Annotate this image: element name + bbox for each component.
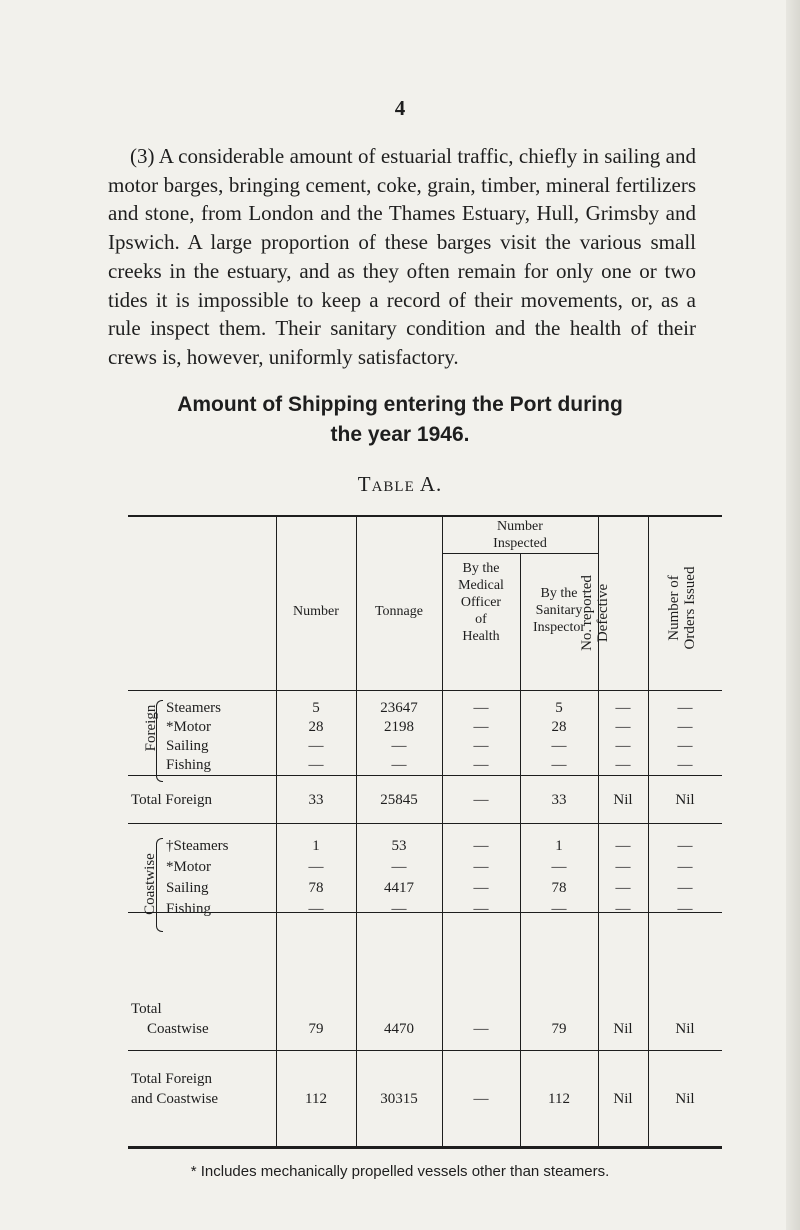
table-bottom-rule: [128, 1146, 722, 1149]
coastwise-row-defective: —: [615, 859, 631, 875]
header-tonnage: Tonnage: [374, 604, 423, 619]
total-foreign-label: Total Foreign: [131, 792, 213, 808]
total-all-defective: Nil: [613, 1091, 633, 1107]
table-label: Table A.: [357, 472, 443, 496]
header-orders-line-2: Orders Issued: [682, 566, 698, 650]
coastwise-row-medical: —: [473, 901, 489, 917]
foreign-row-sanitary: 5: [555, 700, 563, 716]
foreign-row-defective: —: [615, 757, 631, 773]
coastwise-row-type: Sailing: [166, 880, 209, 896]
foreign-row-sanitary: —: [551, 757, 567, 773]
total-coastwise-label-1: Total: [131, 1001, 162, 1017]
foreign-row-number: —: [308, 757, 324, 773]
foreign-row-type: Fishing: [166, 757, 212, 773]
total-foreign-medical: —: [473, 792, 489, 808]
coastwise-row-number: 1: [312, 838, 320, 854]
total-coastwise-label-2: Coastwise: [147, 1021, 209, 1037]
col-rule-6: [648, 517, 649, 1146]
coastwise-row-tonnage: —: [391, 859, 407, 875]
header-orders-line-1: Number of: [666, 575, 682, 641]
coastwise-row-sanitary: 78: [551, 880, 567, 896]
total-all-label-2: and Coastwise: [131, 1091, 219, 1107]
total-foreign-number: 33: [308, 792, 324, 808]
header-bottom-rule: [128, 690, 722, 691]
coastwise-row-number: —: [308, 859, 324, 875]
total-coastwise-defective: Nil: [613, 1021, 633, 1037]
coastwise-row-defective: —: [615, 901, 631, 917]
header-orders-issued: [666, 554, 702, 662]
foreign-row-tonnage: —: [391, 757, 407, 773]
foreign-row-sanitary: —: [551, 738, 567, 754]
foreign-row-orders: —: [677, 738, 693, 754]
total-foreign-rule: [128, 823, 722, 824]
foreign-group-label: Foreign: [143, 704, 159, 752]
coastwise-row-tonnage: 53: [391, 838, 407, 854]
coastwise-row-orders: —: [677, 880, 693, 896]
coastwise-row-type: †Steamers: [166, 838, 229, 854]
total-all-medical: —: [473, 1091, 489, 1107]
foreign-brace: [156, 700, 163, 782]
total-all-label-1: Total Foreign: [131, 1071, 213, 1087]
coastwise-row-number: —: [308, 901, 324, 917]
coastwise-row-sanitary: 1: [555, 838, 563, 854]
foreign-row-defective: —: [615, 719, 631, 735]
foreign-row-orders: —: [677, 700, 693, 716]
header-number: Number: [293, 604, 339, 619]
coastwise-row-type: *Motor: [166, 859, 211, 875]
foreign-row-number: —: [308, 738, 324, 754]
total-foreign-tonnage: 25845: [380, 792, 418, 808]
table-top-rule: [128, 515, 722, 517]
header-medical-line-5: Health: [462, 629, 500, 644]
foreign-row-number: 28: [308, 719, 324, 735]
total-all-tonnage: 30315: [380, 1091, 418, 1107]
foreign-row-orders: —: [677, 757, 693, 773]
footnote: * Includes mechanically propelled vessels other than steamers.: [190, 1163, 610, 1180]
foreign-row-medical: —: [473, 738, 489, 754]
coastwise-row-number: 78: [308, 880, 324, 896]
header-medical-line-2: Medical: [458, 578, 504, 593]
foreign-row-orders: —: [677, 719, 693, 735]
foreign-row-tonnage: 23647: [380, 700, 418, 716]
total-coastwise-tonnage: 4470: [384, 1021, 414, 1037]
foreign-row-type: Sailing: [166, 738, 209, 754]
total-coastwise-medical: —: [473, 1021, 489, 1037]
header-medical-line-3: Officer: [460, 595, 502, 610]
total-foreign-sanitary: 33: [551, 792, 567, 808]
coastwise-row-tonnage: —: [391, 901, 407, 917]
total-all-number: 112: [305, 1091, 327, 1107]
heading-line-1: Amount of Shipping entering the Port during: [177, 393, 623, 416]
header-inspected-group: [442, 518, 598, 552]
total-coastwise-rule: [128, 1050, 722, 1051]
total-all-orders: Nil: [675, 1091, 695, 1107]
header-reported-line-1: No. reported: [579, 575, 595, 651]
total-foreign-defective: Nil: [613, 792, 633, 808]
coastwise-brace: [156, 838, 163, 932]
total-coastwise-orders: Nil: [675, 1021, 695, 1037]
coastwise-row-medical: —: [473, 838, 489, 854]
foreign-row-tonnage: —: [391, 738, 407, 754]
foreign-row-medical: —: [473, 719, 489, 735]
header-sanitary-line-2: Sanitary: [535, 603, 583, 618]
coastwise-row-sanitary: —: [551, 901, 567, 917]
total-foreign-orders: Nil: [675, 792, 695, 808]
header-inspected-line-2: Inspected: [493, 536, 547, 551]
foreign-rule: [128, 775, 722, 776]
total-all-sanitary: 112: [548, 1091, 570, 1107]
coastwise-row-defective: —: [615, 880, 631, 896]
foreign-row-type: *Motor: [166, 719, 211, 735]
foreign-row-sanitary: 28: [551, 719, 567, 735]
total-coastwise-number: 79: [308, 1021, 324, 1037]
coastwise-row-sanitary: —: [551, 859, 567, 875]
foreign-row-medical: —: [473, 700, 489, 716]
heading-line-2: the year 1946.: [330, 423, 470, 446]
paragraph-text: A considerable amount of estuarial traffic, chiefly in sailing and motor barges, bringing cement, coke, grain, timber, mineral fertilizers and stone, from London and the Thames Estuary, Hull, Grimsby and Ipswich. A large proportion of these barges visit the various small creeks in the estuary, and as they often remain for only one or two tides it is impossible to keep a record of their movements, or, as a rule inspect them. Their sanitary condition and the health of their crews is, however, uniformly satisfactory.: [108, 144, 697, 369]
header-medical-line-1: By the: [462, 561, 500, 576]
header-medical-line-4: of: [475, 612, 487, 627]
foreign-row-defective: —: [615, 738, 631, 754]
coastwise-row-medical: —: [473, 859, 489, 875]
foreign-row-number: 5: [312, 700, 320, 716]
coastwise-row-medical: —: [473, 880, 489, 896]
coastwise-row-defective: —: [615, 838, 631, 854]
foreign-row-medical: —: [473, 757, 489, 773]
coastwise-row-orders: —: [677, 838, 693, 854]
header-reported-defective: [579, 569, 615, 657]
coastwise-row-orders: —: [677, 901, 693, 917]
coastwise-row-orders: —: [677, 859, 693, 875]
paragraph-lead: (3): [130, 144, 155, 168]
header-medical: [442, 560, 520, 645]
page-number: 4: [394, 96, 406, 120]
foreign-row-tonnage: 2198: [384, 719, 414, 735]
foreign-row-defective: —: [615, 700, 631, 716]
header-sanitary-line-1: By the: [540, 586, 578, 601]
header-sanitary-line-3: Inspector: [532, 620, 586, 635]
header-reported-line-2: Defective: [595, 583, 611, 643]
total-coastwise-sanitary: 79: [551, 1021, 567, 1037]
coastwise-row-tonnage: 4417: [384, 880, 414, 896]
coastwise-row-type: Fishing: [166, 901, 212, 917]
coastwise-group-label: Coastwise: [142, 853, 158, 915]
header-inspected-line-1: Number: [497, 519, 543, 534]
foreign-row-type: Steamers: [166, 700, 221, 716]
